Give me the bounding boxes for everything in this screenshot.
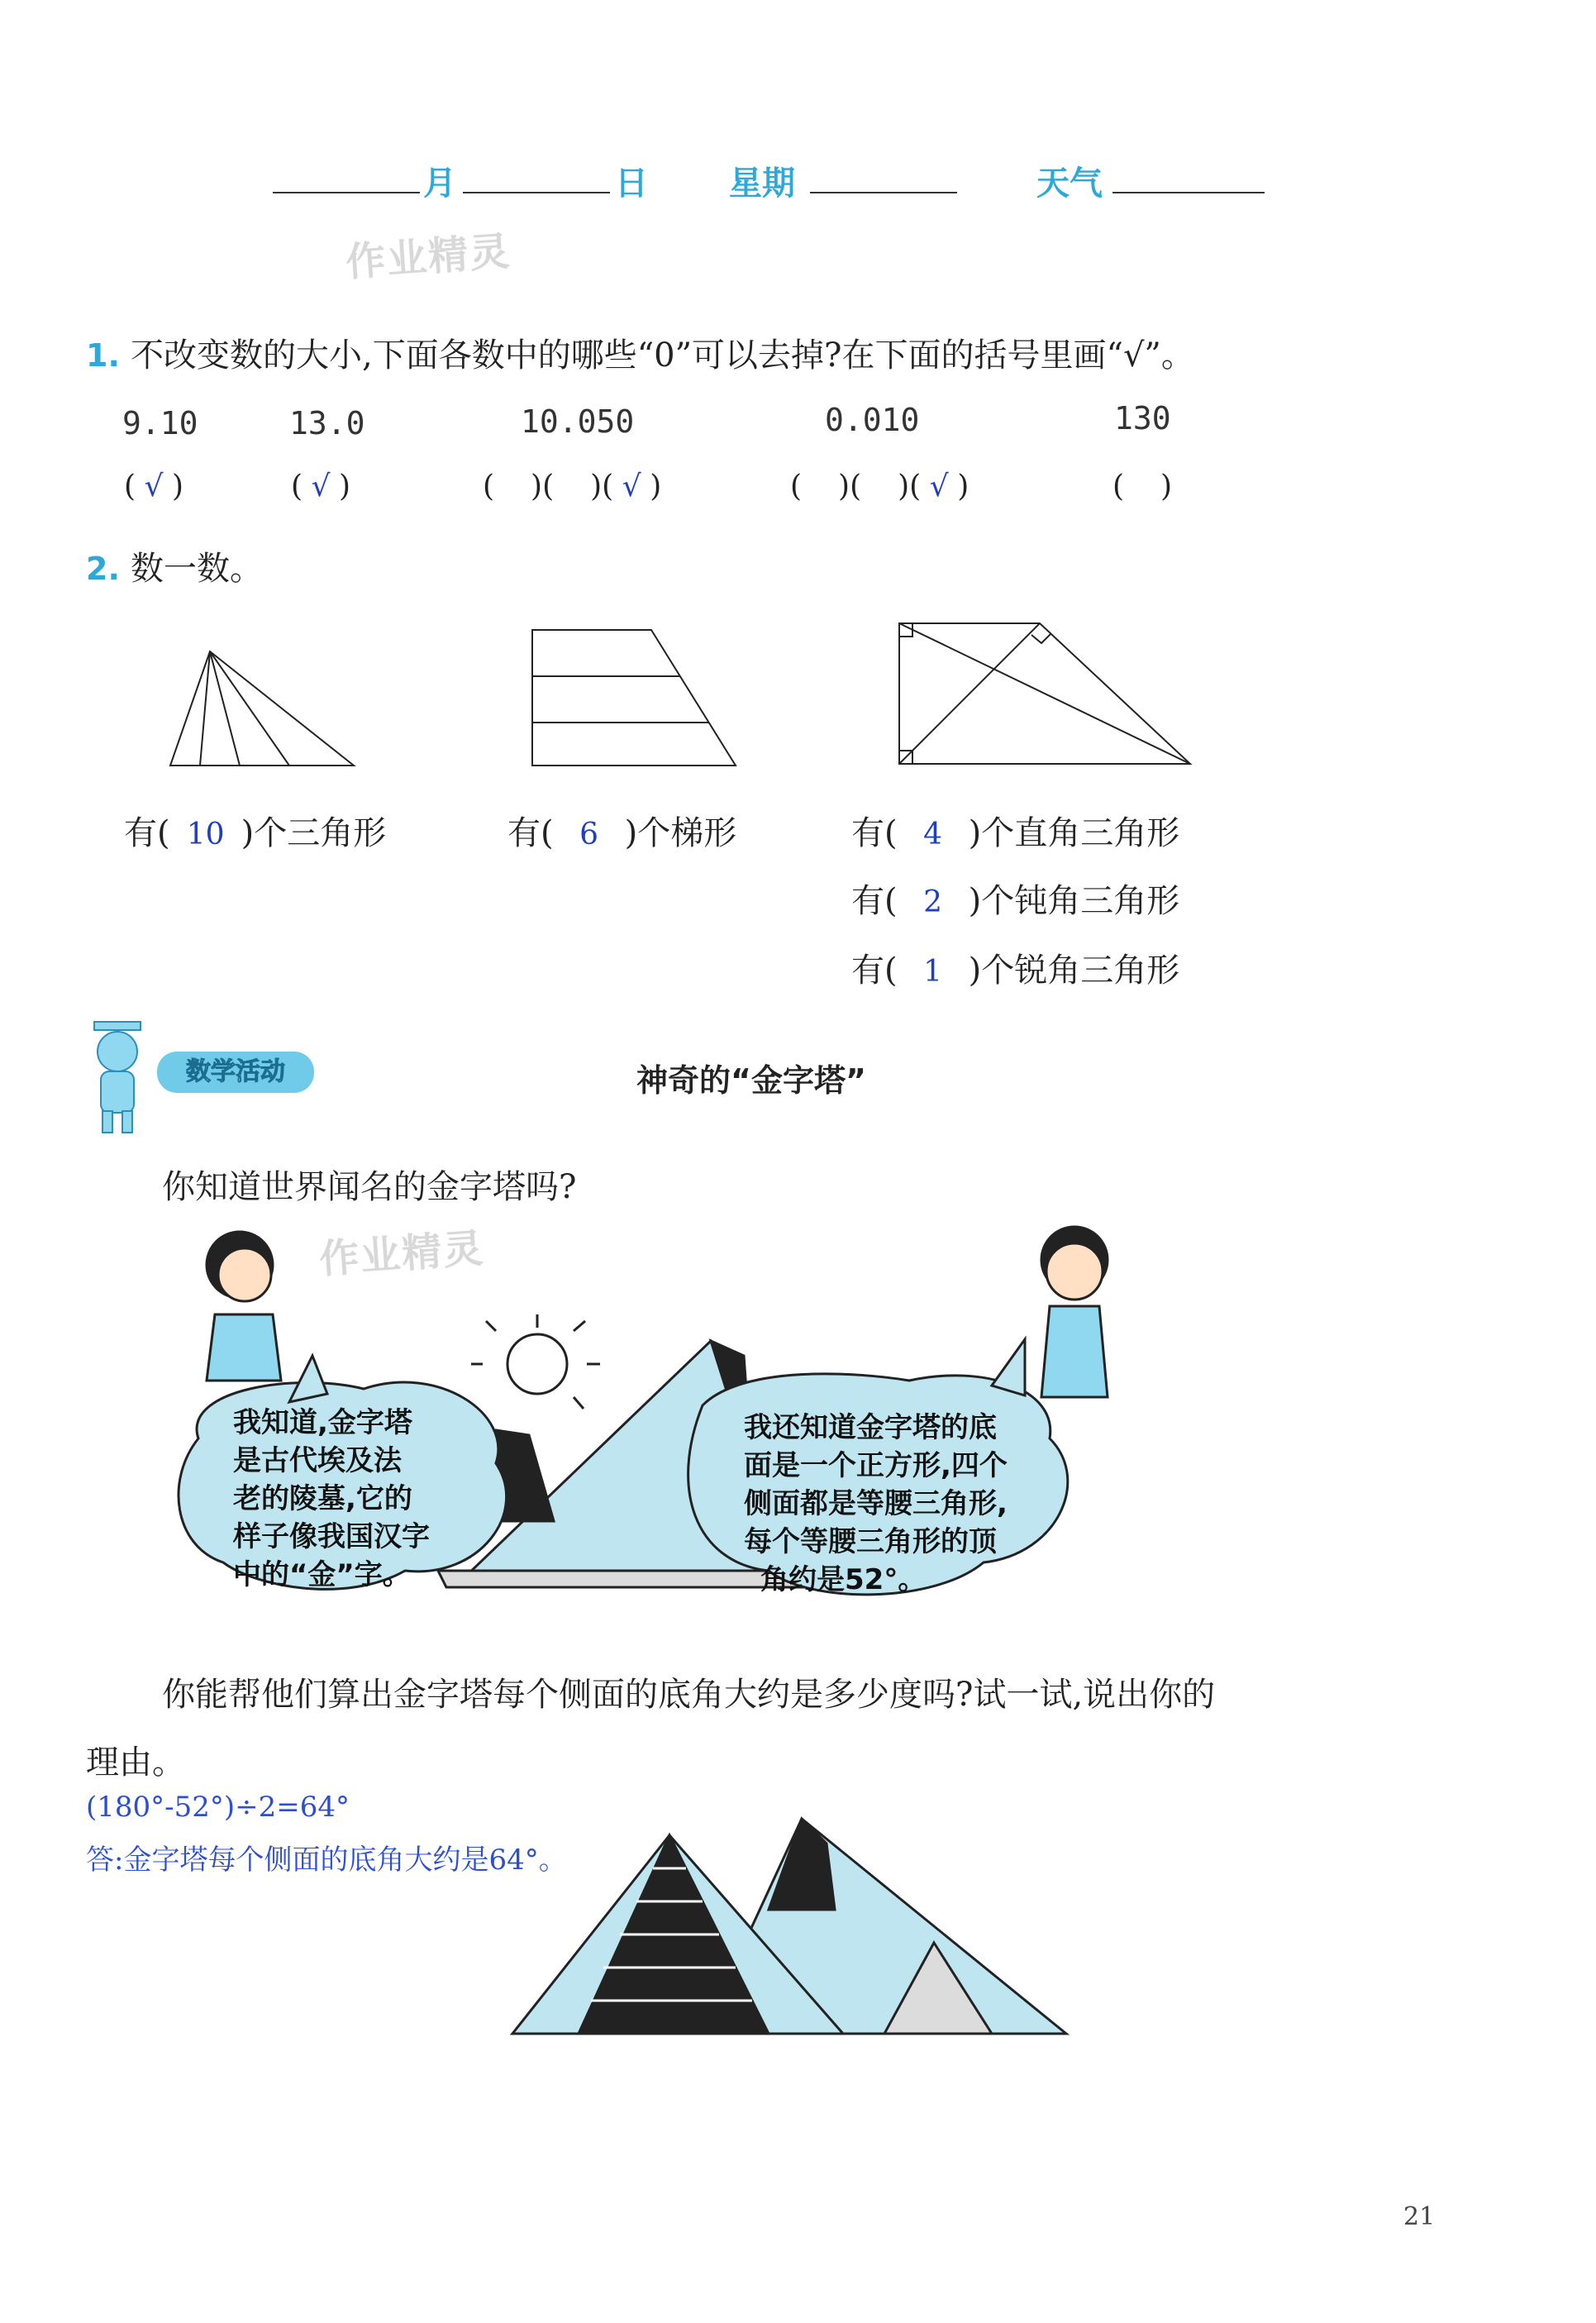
boy-speech-bubble: 我还知道金字塔的底 面是一个正方形,四个 侧面都是等腰三角形, 每个等腰三角形的顶 角约是52°。 (744, 1411, 1008, 1596)
count-answer[interactable]: 6 (579, 818, 599, 851)
question-number: 2. (86, 551, 120, 587)
number-item: 13.0 (289, 405, 365, 441)
watermark: 作业精灵 (317, 1225, 487, 1283)
girl-speech-bubble: 我知道,金字塔 是古代埃及法 老的陵墓,它的 样子像我国汉字 中的“金”字。 (233, 1406, 430, 1591)
boy-icon (1041, 1227, 1108, 1397)
activity-question-cont: 理由。 (86, 1743, 185, 1782)
bracket-answer[interactable]: ( )( )( √ ) (483, 470, 662, 503)
number-item: 10.050 (521, 403, 635, 440)
question-2 (86, 542, 263, 589)
bracket-answer[interactable]: ( √ ) (291, 470, 351, 503)
count-triangles: 有( 10 )个三角形 (124, 814, 387, 852)
number-item: 130 (1114, 400, 1171, 436)
answer-calculation: (180°-52°)÷2=64° (86, 1791, 350, 1824)
trapezoid-figure (526, 623, 741, 772)
weekday-blank[interactable] (810, 192, 957, 193)
weather-label: 天气 (1036, 165, 1103, 203)
count-obtuse-triangles: 有( 2 )个钝角三角形 (851, 882, 1180, 920)
weather-blank[interactable] (1112, 192, 1265, 193)
count-acute-triangles: 有( 1 )个锐角三角形 (851, 952, 1180, 990)
bracket-answer[interactable]: ( ) (1112, 470, 1173, 503)
activity-intro: 你知道世界闻名的金字塔吗? (162, 1168, 577, 1206)
weekday-label: 星期 (729, 165, 795, 203)
question-number: 1. (86, 337, 120, 374)
answer-statement: 答:金字塔每个侧面的底角大约是64°。 (86, 1844, 567, 1877)
count-right-triangles: 有( 4 )个直角三角形 (851, 814, 1180, 852)
scholar-mascot-icon (79, 1014, 162, 1138)
bottom-pyramids-illustration (496, 1810, 1091, 2042)
math-activity-badge: 数学活动 (157, 1052, 314, 1093)
bracket-answer[interactable]: ( √ ) (124, 470, 184, 503)
right-triangles-figure (891, 617, 1197, 774)
date-header (0, 149, 1596, 215)
count-answer[interactable]: 10 (186, 818, 225, 851)
bracket-answer[interactable]: ( )( )( √ ) (790, 470, 970, 503)
count-answer[interactable]: 1 (923, 955, 943, 989)
day-label: 日 (615, 165, 648, 203)
triangle-figure (157, 637, 364, 777)
month-blank[interactable] (273, 192, 420, 193)
watermark: 作业精灵 (344, 228, 513, 286)
count-trapezoids: 有( 6 )个梯形 (507, 814, 737, 852)
question-1 (86, 329, 1194, 376)
question-text: 数一数。 (130, 550, 263, 588)
activity-question: 你能帮他们算出金字塔每个侧面的底角大约是多少度吗?试一试,说出你的 (162, 1676, 1216, 1714)
count-answer[interactable]: 4 (923, 818, 943, 851)
number-item: 9.10 (122, 405, 198, 441)
activity-title: 神奇的“金字塔” (636, 1062, 866, 1099)
girl-icon (207, 1232, 281, 1381)
day-blank[interactable] (463, 192, 610, 193)
sun-icon (471, 1314, 600, 1409)
page-number: 21 (1403, 2202, 1436, 2231)
month-label: 月 (423, 165, 456, 203)
number-item: 0.010 (825, 402, 920, 438)
count-answer[interactable]: 2 (923, 885, 943, 919)
question-text: 不改变数的大小,下面各数中的哪些“0”可以去掉?在下面的括号里画“√”。 (130, 336, 1194, 374)
